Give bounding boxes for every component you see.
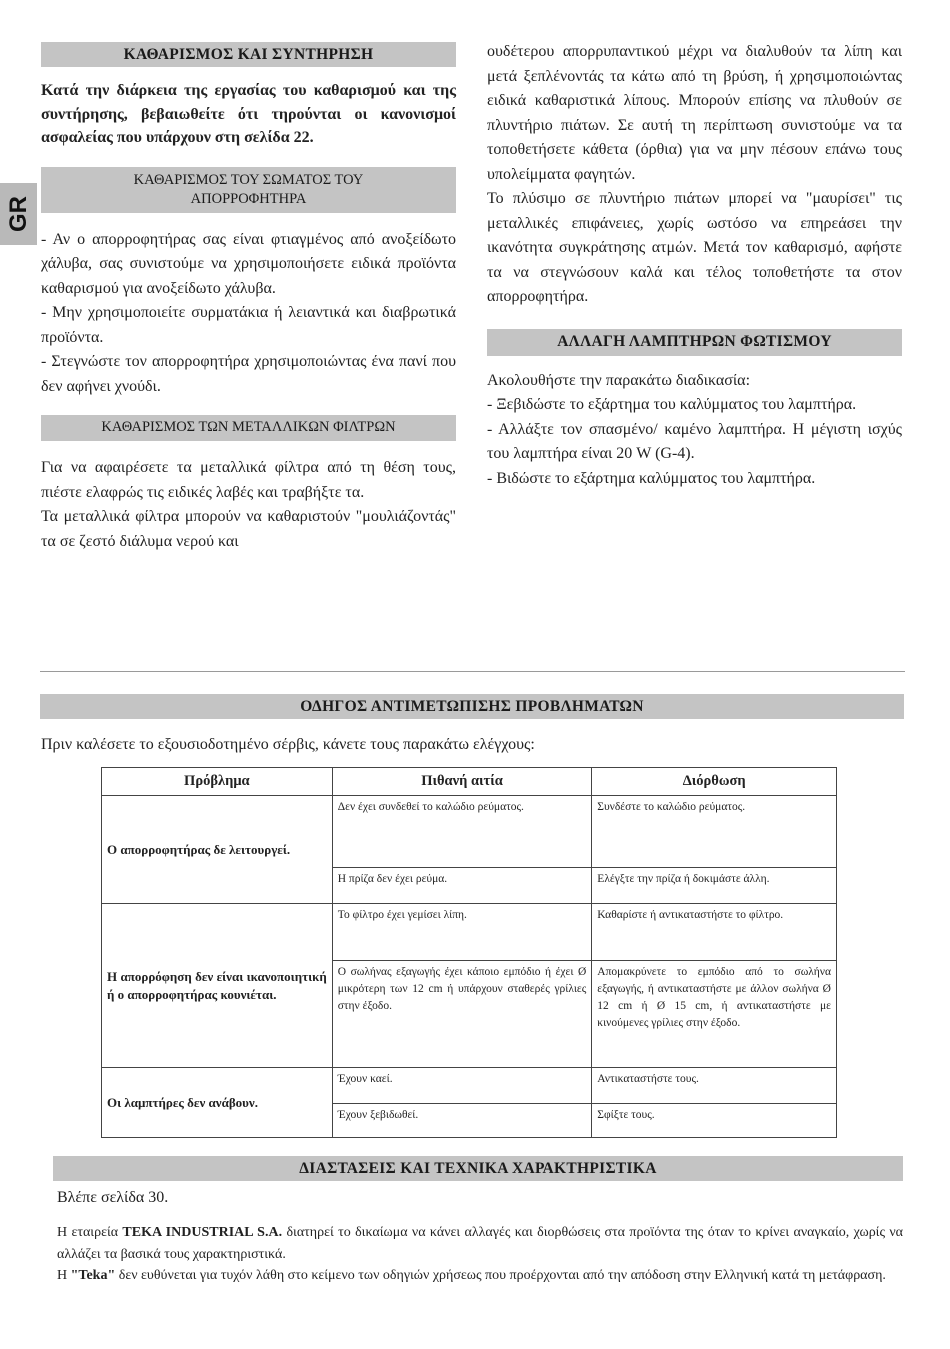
subsection-body-line1: ΚΑΘΑΡΙΣΜΟΣ ΤΟΥ ΣΩΜΑΤΟΣ ΤΟΥ — [133, 171, 364, 188]
cause-cell: Το φίλτρο έχει γεμίσει λίπη. — [332, 904, 592, 961]
filters-paragraph-3: Το πλύσιμο σε πλυντήριο πιάτων μπορεί να "μαυρίσει" τις μεταλλικές επιφάνειες, χωρίς ωστόσο να επηρεάσει την ικανότητα συγκράτησης ατμών. Μετά τον καθαρισμό, αφήστε τα να στεγνώσουν καλά και τέλος τοποθετήστε τα στον απορροφητήρα. — [487, 190, 902, 305]
disclaimer-line-2 — [57, 1265, 903, 1287]
fix-cell: Ελέγξτε την πρίζα ή δοκιμάστε άλλη. — [592, 868, 837, 904]
table-header-row — [102, 768, 837, 796]
section-title-troubleshooting: ΟΔΗΓΟΣ ΑΝΤΙΜΕΤΩΠΙΣΗΣ ΠΡΟΒΛΗΜΑΤΩΝ — [40, 694, 904, 719]
header-fix: Διόρθωση — [592, 768, 837, 796]
subsection-body-cleaning — [41, 167, 456, 213]
disclaimer-1-post: διατηρεί το δικαίωμα να κάνει αλλαγές και διορθώσεις στα προϊόντα της όταν το κρίνει αναγκαίο, χωρίς να αλλάζει τα βασικά τους χαρακτηριστικά. — [57, 1225, 904, 1262]
disclaimer-1-pre: Η εταιρεία — [57, 1225, 123, 1240]
cause-cell: Έχουν καεί. — [332, 1068, 592, 1104]
filters-paragraph-2: Τα μεταλλικά φίλτρα μπορούν να καθαριστούν "μουλιάζοντάς" τα σε ζεστό διάλυμα νερού και — [41, 508, 456, 550]
section-title-cleaning: ΚΑΘΑΡΙΣΜΟΣ ΚΑΙ ΣΥΝΤΗΡΗΣΗ — [41, 42, 456, 67]
cause-cell: Έχουν ξεβιδωθεί. — [332, 1104, 592, 1138]
subsection-filters: ΚΑΘΑΡΙΣΜΟΣ ΤΩΝ ΜΕΤΑΛΛΙΚΩΝ ΦΙΛΤΡΩΝ — [41, 415, 456, 441]
dimensions-reference: Βλέπε σελίδα 30. — [57, 1189, 169, 1206]
lamps-intro: Ακολουθήστε την παρακάτω διαδικασία: — [487, 371, 751, 389]
fix-cell: Σφίξτε τους. — [592, 1104, 837, 1138]
left-column — [41, 40, 456, 554]
lamps-step-1: - Ξεβιδώστε το εξάρτημα του καλύμματος του λαμπτήρα. — [487, 396, 857, 413]
lamps-step-2: - Αλλάξτε τον σπασμένο/ καμένο λαμπτήρα. Η μέγιστη ισχύς του λαμπτήρα είναι 20 W (G-4). — [487, 420, 902, 462]
table-row — [102, 904, 837, 961]
disclaimer-2-pre: Η — [57, 1268, 71, 1283]
disclaimer-line-1 — [57, 1222, 903, 1265]
filters-paragraph-2-continued: ουδέτερου απορρυπαντικού μέχρι να διαλυθούν τα λίπη και μετά ξεπλένοντάς τα κάτω από τη βρύση, ή χρησιμοποιώντας ειδικά καθαριστικά λίπους. Μπορούν επίσης να πλυθούν σε πλυντήριο πιάτων. Σε αυτή τη περίπτωση συνιστούμε να τα τοποθετήσετε κάθετα (όρθια) για να μην πέσουν επάνω τους υπολείμματα φαγητών. — [487, 43, 902, 183]
body-paragraph-1: - Αν ο απορροφητήρας σας είναι φτιαγμένος από ανοξείδωτο χάλυβα, σας συνιστούμε να χρησιμοποιήσετε ειδικά προϊόντα καθαρισμού για ανοξείδωτο χάλυβα. — [41, 230, 456, 297]
language-tab-label: GR — [4, 196, 32, 232]
problem-cell: Οι λαμπτήρες δεν ανάβουν. — [102, 1068, 333, 1138]
brand-name: "Teka" — [70, 1268, 116, 1283]
section-title-lamps: ΑΛΛΑΓΗ ΛΑΜΠΤΗΡΩΝ ΦΩΤΙΣΜΟΥ — [487, 329, 902, 356]
lamps-step-3: - Βιδώστε το εξάρτημα καλύμματος του λαμπτήρα. — [487, 469, 816, 487]
subsection-body-line2: ΑΠΟΡΡΟΦΗΤΗΡΑ — [190, 190, 307, 207]
table-row — [102, 796, 837, 868]
language-tab — [0, 183, 37, 245]
company-name: TEKA INDUSTRIAL S.A. — [122, 1225, 283, 1240]
safety-intro: Κατά την διάρκεια της εργασίας του καθαρισμού και της συντήρησης, βεβαιωθείτε ότι τηρούνται οι κανονισμοί ασφαλείας που υπάρχουν στη σελίδα 22. — [41, 82, 456, 146]
fix-cell: Αντικαταστήστε τους. — [592, 1068, 837, 1104]
section-title-dimensions: ΔΙΑΣΤΑΣΕΙΣ ΚΑΙ ΤΕΧΝΙΚΑ ΧΑΡΑΚΤΗΡΙΣΤΙΚΑ — [53, 1156, 903, 1181]
cause-cell: Ο σωλήνας εξαγωγής έχει κάποιο εμπόδιο ή έχει Ø μικρότερη των 12 cm ή υπάρχουν σταθερές γρίλιες στην έξοδο. — [332, 961, 592, 1068]
table-row — [102, 1068, 837, 1104]
header-problem: Πρόβλημα — [102, 768, 333, 796]
body-paragraph-2: - Μην χρησιμοποιείτε συρματάκια ή λειαντικά και διαβρωτικά προϊόντα. — [41, 304, 456, 346]
cause-cell: Η πρίζα δεν έχει ρεύμα. — [332, 868, 592, 904]
header-cause: Πιθανή αιτία — [332, 768, 592, 796]
disclaimer — [57, 1222, 903, 1287]
right-column — [487, 40, 902, 491]
disclaimer-2-post: δεν ευθύνεται για τυχόν λάθη στο κείμενο των οδηγιών χρήσεως που προέρχονται από την απόδοση στην Ελληνική κατά τη μετάφραση. — [115, 1268, 886, 1283]
fix-cell: Απομακρύνετε το εμπόδιο από το σωλήνα εξαγωγής, ή αντικαταστήστε με άλλον σωλήνα Ø 12 cm ή Ø 15 cm, ή αντικαταστήστε με κινούμενες γρίλιες στην έξοδο. — [592, 961, 837, 1068]
fix-cell: Συνδέστε το καλώδιο ρεύματος. — [592, 796, 837, 868]
fix-cell: Καθαρίστε ή αντικαταστήστε το φίλτρο. — [592, 904, 837, 961]
troubleshooting-table — [101, 767, 837, 1138]
problem-cell: Ο απορροφητήρας δε λειτουργεί. — [102, 796, 333, 904]
problem-cell: Η απορρόφηση δεν είναι ικανοποιητική ή ο απορροφητήρας κουνιέται. — [102, 904, 333, 1068]
cause-cell: Δεν έχει συνδεθεί το καλώδιο ρεύματος. — [332, 796, 592, 868]
body-paragraph-3: - Στεγνώστε τον απορροφητήρα χρησιμοποιώντας ένα πανί που δεν αφήνει χνούδι. — [41, 353, 456, 395]
section-divider — [40, 671, 905, 672]
troubleshooting-intro: Πριν καλέσετε το εξουσιοδοτημένο σέρβις, κάνετε τους παρακάτω ελέγχους: — [41, 736, 535, 753]
filters-paragraph-1: Για να αφαιρέσετε τα μεταλλικά φίλτρα από τη θέση τους, πιέστε ελαφρώς τις ειδικές λαβές και τραβήξτε τα. — [41, 459, 456, 501]
